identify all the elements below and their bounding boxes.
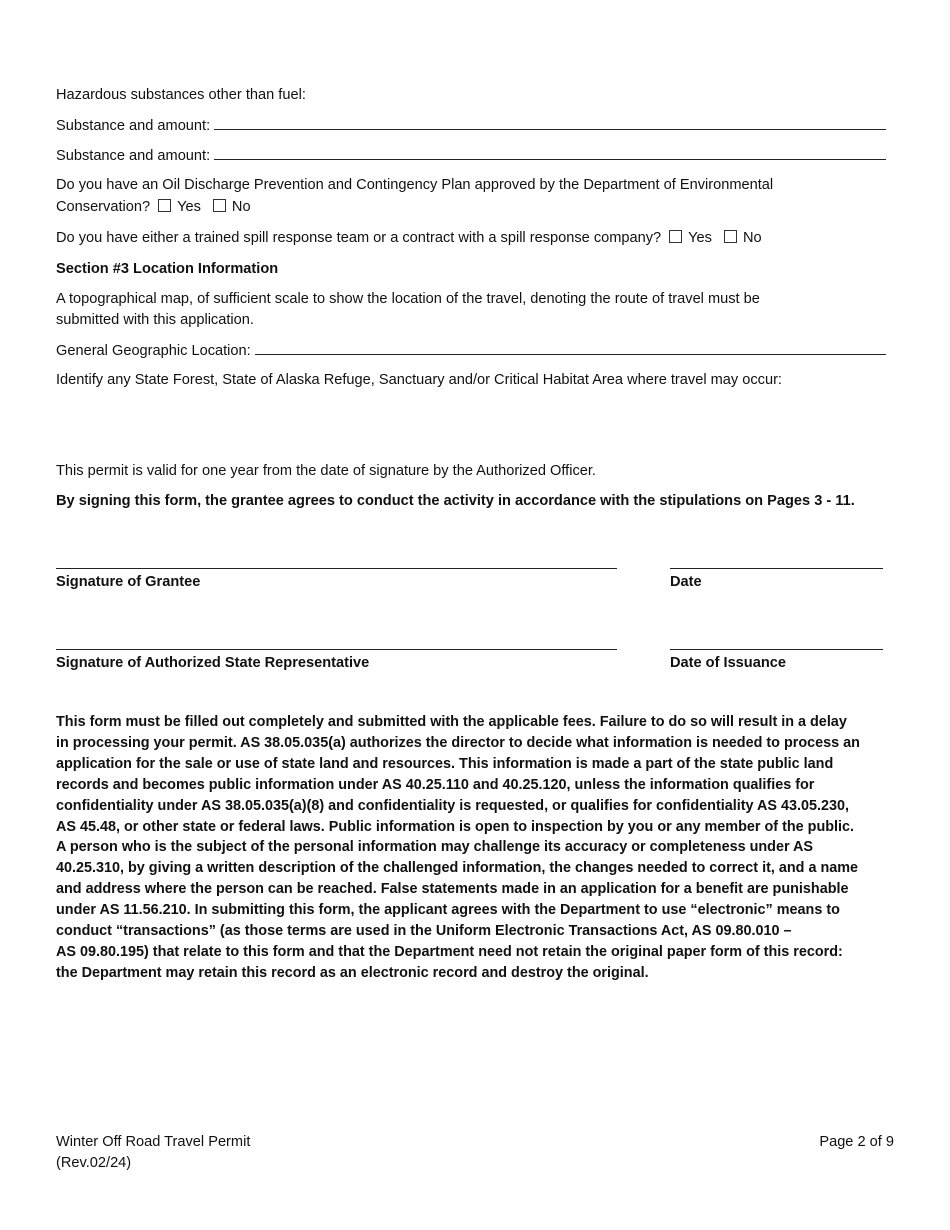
oil-plan-answer-row (56, 197, 251, 218)
grantee-signature-label: Signature of Grantee (56, 574, 201, 590)
substance-label: Substance and amount: (56, 148, 211, 164)
spill-no-label: No (742, 230, 762, 246)
substance-input-line[interactable] (214, 145, 886, 160)
grantee-date-line[interactable] (670, 568, 883, 569)
substance-field-2[interactable] (56, 145, 886, 167)
legal-notice-line: and address where the person can be reached. False statements made in an application for a benefit are punishable (56, 881, 849, 898)
hazardous-heading: Hazardous substances other than fuel: (56, 87, 306, 103)
legal-notice-line: in processing your permit. AS 38.05.035(a) authorizes the director to decide what information is needed to process an (56, 734, 860, 751)
oil-plan-no-label: No (231, 199, 251, 215)
legal-notice-line: AS 09.80.195) that relate to this form and that the Department need not retain the original paper form of this record: (56, 943, 843, 960)
legal-notice-line: This form must be filled out completely and submitted with the applicable fees. Failure to do so will result in a delay (56, 714, 847, 730)
valid-statement: This permit is valid for one year from the date of signature by the Authorized Officer. (56, 463, 596, 479)
substance-field-1[interactable] (56, 115, 886, 137)
legal-notice-line: AS 45.48, or other state or federal laws. Public information is open to inspection by you or any member of the public. (56, 818, 855, 835)
oil-plan-question: Do you have an Oil Discharge Prevention and Contingency Plan approved by the Department of Environmental (56, 177, 774, 193)
geo-location-field[interactable] (56, 340, 886, 362)
grantee-date-label: Date (670, 574, 702, 590)
grantee-signature-line[interactable] (56, 568, 617, 569)
oil-plan-yes-label: Yes (177, 199, 201, 215)
oil-plan-question-cont: Conservation? (56, 199, 151, 215)
geo-location-input-line[interactable] (255, 340, 886, 355)
issuance-date-label: Date of Issuance (670, 655, 786, 671)
map-instructions-cont: submitted with this application. (56, 312, 254, 328)
legal-notice-line: confidentiality under AS 38.05.035(a)(8) and confidentiality is requested, or qualifies for confidentiality AS 43.05.230, (56, 797, 850, 814)
authorized-signature-label: Signature of Authorized State Representative (56, 655, 370, 671)
authorized-signature-line[interactable] (56, 649, 617, 650)
legal-notice (56, 712, 901, 984)
issuance-date-line[interactable] (670, 649, 883, 650)
legal-notice-line: under AS 11.56.210. In submitting this form, the applicant agrees with the Department to use “electronic” means to (56, 902, 840, 919)
footer-form-name: Winter Off Road Travel Permit (56, 1134, 251, 1150)
substance-input-line[interactable] (214, 115, 886, 130)
spill-response-row (56, 228, 762, 249)
substance-label: Substance and amount: (56, 118, 211, 134)
oil-plan-yes-checkbox[interactable] (158, 199, 171, 212)
legal-notice-line: A person who is the subject of the personal information may challenge its accuracy or completeness under AS (56, 839, 814, 856)
legal-notice-line: application for the sale or use of state land and resources. This information is made a part of the state public land (56, 755, 834, 772)
legal-notice-line: records and becomes public information under AS 40.25.110 and 40.25.120, unless the information qualifies for (56, 776, 815, 793)
spill-yes-checkbox[interactable] (669, 230, 682, 243)
spill-yes-label: Yes (688, 230, 712, 246)
section3-heading: Section #3 Location Information (56, 261, 279, 277)
footer-page-number: Page 2 of 9 (819, 1134, 894, 1150)
map-instructions: A topographical map, of sufficient scale to show the location of the travel, denoting the route of travel must be (56, 291, 760, 307)
identify-areas-text: Identify any State Forest, State of Alaska Refuge, Sanctuary and/or Critical Habitat Area where travel may occur: (56, 372, 782, 388)
oil-plan-no-checkbox[interactable] (213, 199, 226, 212)
legal-notice-line: conduct “transactions” (as those terms are used in the Uniform Electronic Transactions Act, AS 09.80.010 – (56, 923, 792, 940)
agreement-statement: By signing this form, the grantee agrees to conduct the activity in accordance with the stipulations on Pages 3 - 11. (56, 493, 855, 509)
spill-no-checkbox[interactable] (724, 230, 737, 243)
spill-question: Do you have either a trained spill response team or a contract with a spill response company? (56, 230, 662, 246)
legal-notice-line: the Department may retain this record as an electronic record and destroy the original. (56, 964, 649, 981)
footer-revision: (Rev.02/24) (56, 1155, 132, 1171)
geo-location-label: General Geographic Location: (56, 343, 251, 359)
legal-notice-line: 40.25.310, by giving a written description of the challenged information, the changes needed to correct it, and a name (56, 860, 859, 877)
